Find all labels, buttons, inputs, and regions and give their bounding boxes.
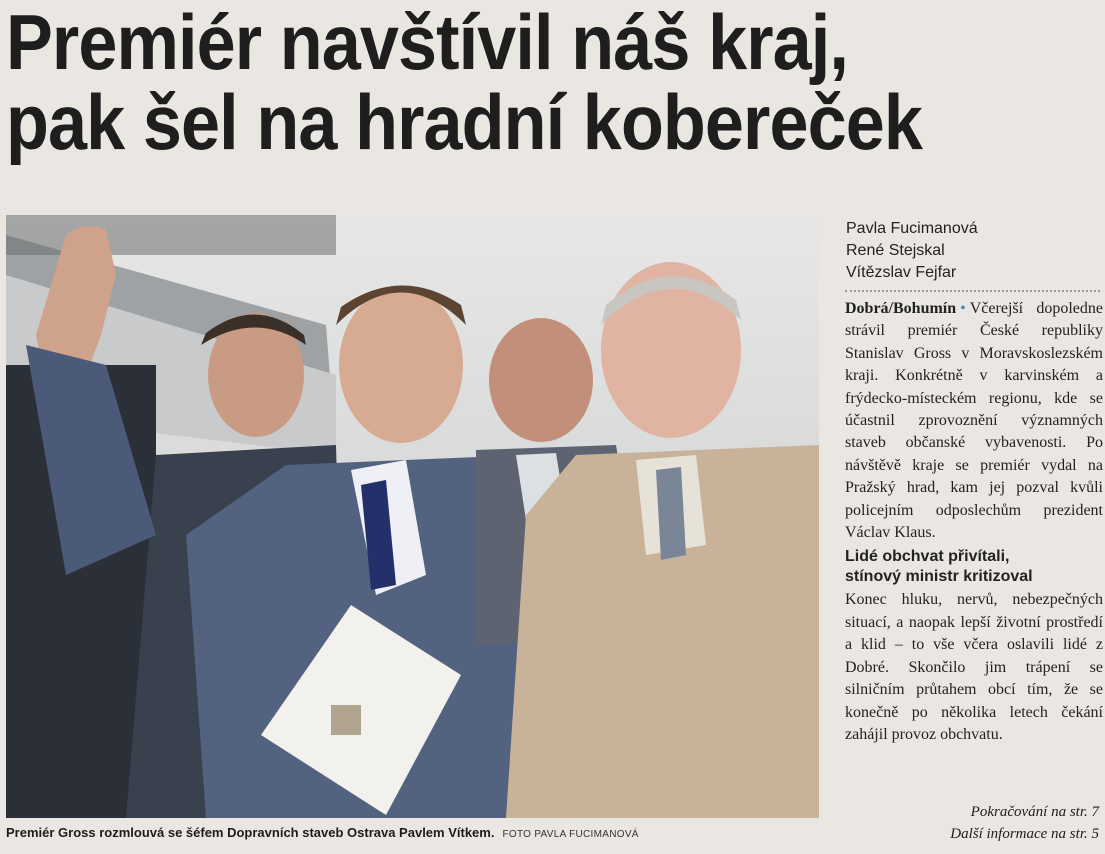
headline: [6, 0, 992, 166]
continued-link[interactable]: Pokračování na str. 7: [970, 804, 1099, 820]
caption-text: Premiér Gross rozmlouvá se šéfem Dopravních staveb Ostrava Pavlem Vítkem.: [6, 825, 495, 840]
author-list: [846, 218, 978, 284]
article-subhead: [845, 547, 1103, 587]
photo-caption: [6, 824, 819, 844]
author-name: René Stejskal: [846, 242, 945, 259]
article-paragraph: Konec hluku, nervů, nebezpečných situací, a naopak lepší životní prostředí a klid – to vše včera oslavili lidé z Dobré. Skončilo jim trápení se silničním průtahem obcí tím, že se konečně po několika letech čekání zahájil provoz obchvatu.: [845, 591, 1103, 743]
dateline: Dobrá/Bohumín: [845, 300, 957, 317]
news-photo-illustration: [6, 215, 819, 818]
headline-line-2: pak šel na hradní kobereček: [6, 78, 923, 166]
author-name: Vítězslav Fejfar: [846, 264, 957, 281]
subhead-line-2: stínový ministr kritizoval: [845, 568, 1033, 586]
photo-credit: FOTO PAVLA FUCIMANOVÁ: [502, 829, 639, 840]
article-lead: [845, 298, 1103, 544]
lead-text: Včerejší dopoledne strávil premiér České republiky Stanislav Gross v Moravskoslezském kraji. Konkrétně v karvinském a frýdecko-místeckém regionu, kde se účastnil zprovoznění významných staveb občanské vybavenosti. Po návštěvě kraje se premiér vydal na Pražský hrad, kam jej pozval kvůli policejním odposlechům prezident Václav Klaus.: [845, 300, 1103, 542]
divider: [845, 290, 1100, 292]
bullet-icon: •: [960, 300, 966, 317]
subhead-line-1: Lidé obchvat přivítali,: [845, 548, 1010, 566]
article-body: [845, 298, 1103, 746]
news-photo: [6, 215, 819, 818]
headline-line-1: Premiér navštívil náš kraj,: [6, 0, 848, 86]
continuation-notes: [950, 801, 1099, 845]
author-name: Pavla Fucimanová: [846, 220, 978, 237]
more-info-link[interactable]: Další informace na str. 5: [950, 826, 1099, 842]
